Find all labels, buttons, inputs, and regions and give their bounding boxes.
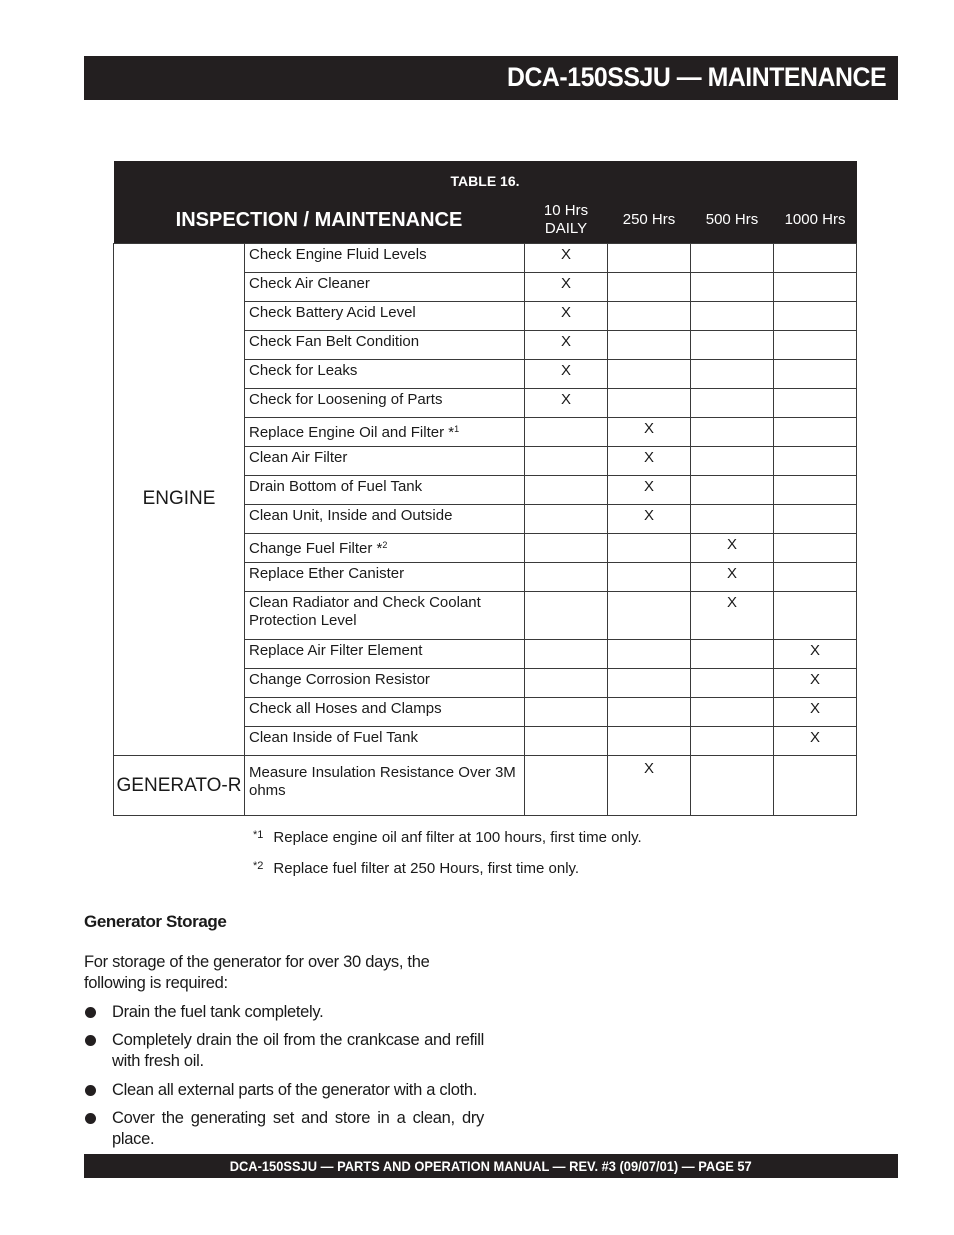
interval-mark (608, 244, 691, 273)
footnote-ref: 2 (382, 540, 388, 550)
task-cell (245, 563, 525, 592)
interval-mark (608, 302, 691, 331)
task-cell (245, 389, 525, 418)
interval-mark: X (525, 302, 608, 331)
interval-mark (608, 331, 691, 360)
table-row (114, 244, 857, 273)
bullet-icon (85, 1007, 96, 1018)
maintenance-table (113, 161, 857, 816)
interval-mark (691, 302, 774, 331)
task-cell (245, 727, 525, 756)
task-cell (245, 447, 525, 476)
interval-mark: X (608, 756, 691, 816)
interval-mark (774, 592, 857, 640)
interval-mark (774, 563, 857, 592)
interval-mark (608, 360, 691, 389)
interval-mark: X (525, 360, 608, 389)
page-footer (84, 1154, 898, 1178)
task-label: Replace Air Filter Element (249, 642, 423, 659)
task-label: Check Air Cleaner (249, 275, 370, 292)
interval-mark (691, 418, 774, 447)
interval-mark (525, 640, 608, 669)
task-cell (245, 360, 525, 389)
interval-mark (774, 756, 857, 816)
page-title: DCA-150SSJU — MAINTENANCE (506, 62, 886, 92)
interval-mark: X (608, 447, 691, 476)
footnote-text: Replace fuel filter at 250 Hours, first time only. (273, 860, 580, 877)
interval-mark (525, 418, 608, 447)
interval-mark (774, 389, 857, 418)
task-cell (245, 273, 525, 302)
interval-mark (608, 640, 691, 669)
interval-mark (774, 331, 857, 360)
page-header (84, 56, 898, 100)
task-label: Check for Loosening of Parts (249, 391, 443, 408)
footnote-1 (253, 829, 642, 846)
interval-mark: X (525, 331, 608, 360)
task-cell (245, 331, 525, 360)
task-label: Clean Radiator and Check Coolant Protection Level (249, 594, 481, 629)
task-cell (245, 244, 525, 273)
task-label: Replace Ether Canister (249, 565, 405, 582)
interval-mark (525, 534, 608, 563)
task-label: Clean Air Filter (249, 449, 348, 466)
bullet-icon (85, 1085, 96, 1096)
interval-mark (608, 389, 691, 418)
interval-mark (525, 563, 608, 592)
interval-mark (774, 302, 857, 331)
interval-mark (774, 273, 857, 302)
task-label: Check Fan Belt Condition (249, 333, 420, 350)
task-label: Clean Inside of Fuel Tank (249, 729, 418, 746)
interval-mark (608, 563, 691, 592)
footer-text: DCA-150SSJU — PARTS AND OPERATION MANUAL — REV. #3 (09/07/01) — PAGE 57 (229, 1158, 753, 1174)
interval-mark (525, 592, 608, 640)
storage-list (84, 1002, 484, 1150)
interval-mark: X (774, 727, 857, 756)
interval-mark (774, 476, 857, 505)
table-row (114, 756, 857, 816)
table-body (114, 244, 857, 816)
interval-mark (691, 669, 774, 698)
interval-mark (691, 389, 774, 418)
interval-mark (525, 447, 608, 476)
interval-mark (525, 756, 608, 816)
interval-mark (691, 244, 774, 273)
task-label: Check all Hoses and Clamps (249, 700, 442, 717)
task-label: Drain Bottom of Fuel Tank (249, 478, 423, 495)
interval-mark (691, 505, 774, 534)
interval-mark (691, 331, 774, 360)
column-header-1000hrs: 1000 Hrs (774, 197, 857, 244)
task-cell (245, 698, 525, 727)
bullet-icon (85, 1113, 96, 1124)
task-cell (245, 476, 525, 505)
task-label: Replace Engine Oil and Filter * (249, 424, 455, 441)
task-label: Check for Leaks (249, 362, 358, 379)
list-item: Clean all external parts of the generator with a cloth. (84, 1080, 484, 1101)
interval-mark (774, 360, 857, 389)
interval-mark (608, 273, 691, 302)
interval-mark (608, 534, 691, 563)
section-intro: For storage of the generator for over 30 days, the following is required: (84, 953, 430, 992)
interval-mark: X (608, 418, 691, 447)
interval-mark: X (525, 389, 608, 418)
generator-storage-section (84, 912, 484, 1150)
interval-mark (525, 669, 608, 698)
interval-mark (608, 698, 691, 727)
interval-mark (774, 418, 857, 447)
interval-mark (525, 698, 608, 727)
task-cell (245, 640, 525, 669)
interval-mark (608, 592, 691, 640)
interval-mark: X (691, 592, 774, 640)
interval-mark (691, 447, 774, 476)
interval-mark (691, 273, 774, 302)
task-cell (245, 505, 525, 534)
list-item: Completely drain the oil from the crankcase and refill with fresh oil. (84, 1030, 484, 1072)
task-label: Check Battery Acid Level (249, 304, 416, 321)
footnote-ref: 1 (454, 424, 460, 434)
interval-mark (691, 476, 774, 505)
interval-mark (525, 505, 608, 534)
interval-mark (774, 447, 857, 476)
interval-mark: X (691, 563, 774, 592)
task-label: Change Corrosion Resistor (249, 671, 430, 688)
interval-mark: X (608, 505, 691, 534)
list-item: Cover the generating set and store in a clean, dry place. (84, 1108, 484, 1150)
table-caption: TABLE 16. (114, 161, 857, 197)
footnote-symbol: *1 (253, 829, 264, 841)
interval-mark (691, 727, 774, 756)
table-heading: INSPECTION / MAINTENANCE (114, 197, 525, 244)
interval-mark (691, 698, 774, 727)
interval-mark: X (774, 698, 857, 727)
interval-mark: X (525, 244, 608, 273)
interval-mark (691, 640, 774, 669)
footnote-2 (253, 860, 579, 877)
interval-mark (608, 669, 691, 698)
task-label: Measure Insulation Resistance Over 3M ohms (249, 764, 516, 799)
interval-mark: X (691, 534, 774, 563)
interval-mark (774, 244, 857, 273)
group-label: ENGINE (114, 244, 245, 756)
interval-mark: X (774, 669, 857, 698)
interval-mark (525, 727, 608, 756)
task-cell (245, 592, 525, 640)
list-item: Drain the fuel tank completely. (84, 1002, 484, 1023)
column-header-250hrs: 250 Hrs (608, 197, 691, 244)
task-label: Check Engine Fluid Levels (249, 246, 427, 263)
task-cell (245, 534, 525, 563)
interval-mark (774, 534, 857, 563)
task-cell (245, 302, 525, 331)
task-label: Change Fuel Filter * (249, 540, 383, 557)
footnote-symbol: *2 (253, 860, 264, 872)
interval-mark (774, 505, 857, 534)
interval-mark: X (774, 640, 857, 669)
task-label: Clean Unit, Inside and Outside (249, 507, 453, 524)
task-cell (245, 418, 525, 447)
interval-mark: X (525, 273, 608, 302)
group-label: GENERATO-R (114, 756, 245, 816)
task-cell (245, 669, 525, 698)
column-header-10hrs: 10 Hrs DAILY (525, 197, 608, 244)
task-cell (245, 756, 525, 816)
interval-mark (691, 360, 774, 389)
interval-mark (525, 476, 608, 505)
bullet-icon (85, 1035, 96, 1046)
footnote-text: Replace engine oil anf filter at 100 hours, first time only. (273, 829, 642, 846)
interval-mark (608, 727, 691, 756)
interval-mark (691, 756, 774, 816)
interval-mark: X (608, 476, 691, 505)
column-header-500hrs: 500 Hrs (691, 197, 774, 244)
section-heading: Generator Storage (84, 912, 227, 931)
